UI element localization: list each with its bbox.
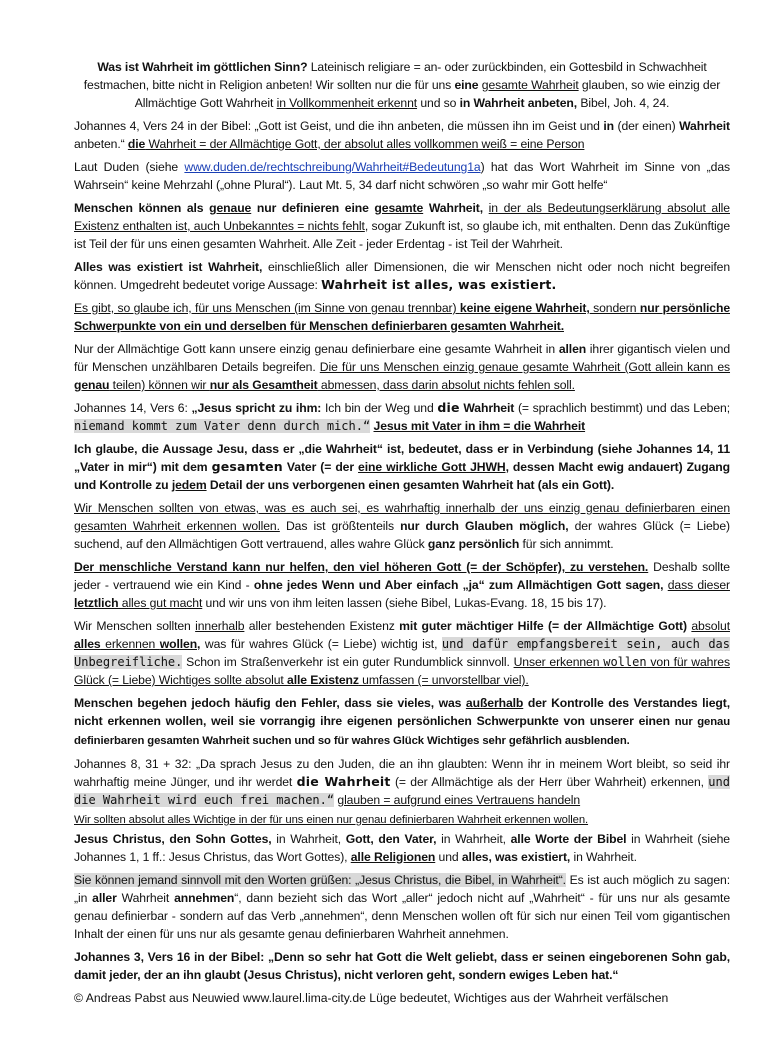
text-run: Wahrheit = der Allmächtige Gott, der absolut alles vollkommen weiß = eine Person bbox=[145, 137, 585, 151]
text-run: in der als Bedeutungserklärung absolut alle Existenz enthalten ist, auch Unbekanntes = nichts fehlt bbox=[74, 201, 730, 233]
paragraph bbox=[74, 810, 730, 829]
paragraph bbox=[74, 117, 730, 153]
paragraph bbox=[74, 755, 730, 809]
text-run: Laut Duden (siehe bbox=[74, 160, 185, 174]
text-run: alle Worte der Bibel bbox=[510, 832, 627, 846]
text-run: in Vollkommenheit erkennt bbox=[276, 96, 418, 110]
text-run: Wahrheit bbox=[679, 119, 730, 133]
document-body bbox=[74, 58, 730, 1007]
text-run: Alles was existiert ist Wahrheit, bbox=[74, 260, 263, 274]
text-run: (der einen) bbox=[613, 119, 680, 133]
text-run: nur genau definierbaren gesamten Wahrheit suchen und so für wahres Glück Wichtiges sehr gefährlich ausblenden. bbox=[74, 716, 730, 747]
text-run: alle Existenz bbox=[287, 673, 359, 687]
text-run: Es ist auch möglich zu sagen: „in bbox=[74, 873, 730, 905]
paragraph bbox=[74, 299, 730, 335]
paragraph bbox=[74, 399, 730, 435]
text-run: Johannes 3, Vers 16 in der Bibel: „Denn so sehr hat Gott die Welt geliebt, dass er seinen eingeborenen Sohn gab, damit jeder, der an ihn glaubt (Jesus Christus), nicht verloren geht, sondern ewiges Leben hat.“ bbox=[74, 950, 730, 982]
paragraph bbox=[74, 830, 730, 866]
paragraph bbox=[74, 58, 730, 112]
text-run: Vater (= der bbox=[282, 460, 359, 474]
text-run: erkennen bbox=[100, 637, 160, 651]
text-run: und bbox=[435, 850, 462, 864]
text-run: in bbox=[603, 119, 614, 133]
text-run: Sie können jemand sinnvoll mit den Worten grüßen: „Jesus Christus, die Bibel, in Wahrheit“. bbox=[74, 873, 566, 887]
paragraph bbox=[74, 440, 730, 494]
text-run: Schon im Straßenverkehr ist ein guter Rundumblick sinnvoll. bbox=[182, 655, 514, 669]
paragraph bbox=[74, 340, 730, 394]
text-run: die Wahrheit bbox=[296, 774, 391, 789]
text-run: außerhalb bbox=[465, 696, 524, 710]
text-run: Menschen können als bbox=[74, 201, 210, 215]
text-run: wollen bbox=[603, 655, 647, 669]
text-run: Es gibt, so glaube ich, für uns Menschen (im Sinne von genau trennbar) bbox=[74, 301, 460, 315]
text-run: umfassen (= unvorstellbar viel). bbox=[358, 673, 529, 687]
text-run: einschließlich aller Dimensionen, die wir Menschen nicht oder noch nicht begreifen können. Umgedreht bedeutet vorige Aussage: bbox=[74, 260, 731, 292]
text-run: ganz persönlich bbox=[427, 537, 520, 551]
text-run: Der menschliche Verstand kann nur helfen, den viel höheren Gott (= der Schöpfer), zu verstehen. bbox=[74, 560, 649, 574]
text-run: anbeten.“ bbox=[74, 137, 128, 151]
text-run: Wahrheit bbox=[116, 891, 175, 905]
text-run: Bibel, Joh. 4, 24. bbox=[577, 96, 670, 110]
paragraph bbox=[74, 558, 730, 612]
text-run: glauben = aufgrund eines Vertrauens handeln bbox=[337, 793, 581, 807]
text-run: innerhalb bbox=[195, 619, 245, 633]
text-run: Johannes 4, Vers 24 in der Bibel: „Gott ist Geist, und die ihn anbeten, die müssen ihn im Geist und bbox=[74, 119, 604, 133]
text-run: teilen) können wir bbox=[109, 378, 210, 392]
text-run: von für wahres Glück (= Liebe) Wichtiges sollte absolut bbox=[74, 655, 730, 687]
text-run: Wahrheit bbox=[459, 401, 515, 415]
paragraph bbox=[74, 199, 730, 253]
text-run: genaue bbox=[209, 201, 252, 215]
text-run: Detail der uns verborgenen einen gesamten Wahrheit hat (als ein Gott). bbox=[206, 478, 615, 492]
text-run: Johannes 14, Vers 6: bbox=[74, 401, 192, 415]
text-run: aller bbox=[92, 891, 117, 905]
text-run: Das ist größtenteils bbox=[279, 519, 401, 533]
text-run: Menschen begehen jedoch häufig den Fehler, dass sie vieles, was bbox=[74, 696, 466, 710]
text-run: (= sprachlich bestimmt) und das Leben; bbox=[514, 401, 730, 415]
text-run: und die Wahrheit wird euch frei machen.“ bbox=[74, 775, 730, 807]
text-run: alle Religionen bbox=[350, 850, 436, 864]
text-run: Wir Menschen sollten bbox=[74, 619, 196, 633]
text-run: aller bestehenden Existenz bbox=[244, 619, 400, 633]
text-run: in Wahrheit. bbox=[570, 850, 637, 864]
text-run: eine wirkliche Gott JHWH, bbox=[358, 460, 509, 474]
footer-line: © Andreas Pabst aus Neuwied www.laurel.lima-city.de Lüge bedeutet, Wichtiges aus der Wahrheit verfälschen bbox=[74, 991, 669, 1005]
text-run: und so bbox=[417, 96, 460, 110]
paragraph bbox=[74, 948, 730, 984]
text-run: der Kontrolle des Verstandes liegt, nicht erkennen wollen, weil sie vorrangig ihre eigenen persönlichen Schwerpunkte von unserer einen bbox=[74, 696, 730, 728]
text-run: alles, was existiert, bbox=[461, 850, 571, 864]
text-run: die bbox=[437, 400, 460, 415]
paragraph bbox=[74, 258, 730, 294]
text-run: und wir uns von ihm leiten lassen (siehe Bibel, Lukas-Evang. 18, 15 bis 17). bbox=[202, 596, 607, 610]
text-run: ) hat das Wort Wahrheit im Sinne von „das Wahrsein“ keine Mehrzahl („ohne Plural“). Laut Mt. 5, 34 darf nicht schwören „so wahr mir Gott helfe“ bbox=[74, 160, 730, 192]
text-run: , sogar Zukunft ist, so glaube ich, mit enthalten. Denn das Zukünftige ist Teil der für uns einen gesamten Wahrheit. Alle Zeit - jeder Erdentag - ist Teil der Wahrheit. bbox=[74, 219, 731, 251]
text-run: keine eigene Wahrheit, bbox=[459, 301, 590, 315]
text-run: in Wahrheit (siehe Johannes 1, 1 ff.: Jesus Christus, das Wort Gottes), bbox=[74, 832, 730, 864]
text-run: niemand kommt zum Vater denn durch mich.“ bbox=[74, 419, 371, 433]
text-run: Wahrheit ist alles, was existiert. bbox=[321, 277, 557, 292]
text-run: dass dieser bbox=[667, 578, 730, 592]
paragraph bbox=[74, 499, 730, 553]
text-run: und dafür empfangsbereit sein, auch das Unbegreifliche. bbox=[74, 637, 730, 669]
text-run: „Jesus spricht zu ihm: bbox=[191, 401, 322, 415]
text-run: ohne jedes Wenn und Aber einfach „ja“ zum Allmächtigen Gott sagen, bbox=[253, 578, 664, 592]
text-run: ihrer gigantisch vielen und für Menschen unzählbaren Details begreifen. bbox=[74, 342, 730, 374]
paragraph bbox=[74, 694, 730, 750]
text-run: letztlich bbox=[74, 596, 119, 610]
text-run: Wahrheit, bbox=[423, 201, 484, 215]
text-run: jedem bbox=[171, 478, 207, 492]
text-run: Jesus mit Vater in ihm = die Wahrheit bbox=[373, 419, 586, 433]
text-run: gesamte Wahrheit bbox=[481, 78, 579, 92]
text-run: Ich bin der Weg und bbox=[321, 401, 438, 415]
text-run: Wir Menschen sollten von etwas, was es auch sei, es wahrhaftig innerhalb der uns einzig genau definierbaren einen gesamten Wahrheit erkennen wollen. bbox=[74, 501, 730, 533]
text-run: sondern bbox=[589, 301, 640, 315]
text-run: glauben, so wie einzig der Allmächtige Gott Wahrheit bbox=[134, 78, 721, 110]
text-run: Deshalb sollte jeder - vertrauend wie ein Kind - bbox=[74, 560, 730, 592]
text-run: Ich glaube, die Aussage Jesu, dass er „die Wahrheit“ ist, bedeutet, dass er in Verbindung (siehe Johannes 14, 11 „Vater in mir“) mit dem bbox=[74, 442, 730, 474]
text-run: Lateinisch religiare = an- oder zurückbinden, ein Gottesbild in Schwachheit festmachen, bitte nicht in Religion anbeten! Wir sollten nur die für uns bbox=[83, 60, 707, 92]
duden-link[interactable]: www.duden.de/rechtschreibung/Wahrheit#Bedeutung1a bbox=[184, 160, 481, 174]
text-run: Wir sollten absolut alles Wichtige in der für uns einen nur genau definierbaren Wahrheit erkennen wollen. bbox=[74, 814, 589, 826]
text-run: alles gut macht bbox=[118, 596, 203, 610]
text-run: Die für uns Menschen einzig genaue gesamte Wahrheit (Gott allein kann es bbox=[319, 360, 731, 374]
text-run: annehmen bbox=[174, 891, 235, 905]
text-run: nur durch Glauben möglich, bbox=[400, 519, 569, 533]
text-run: für sich annimmt. bbox=[519, 537, 614, 551]
text-run: “, dann bezieht sich das Wort „aller“ jedoch nicht auf „Wahrheit“ - für uns nur als gesamte genau definierbar - sondern auf das Verb „annehmen“, denn Menschen wollen oft für sich nur einen Teil vom gigantischen Inhalt der einen für uns nur als gesamte genau definierbaren Wahrheit annehmen. bbox=[74, 891, 730, 941]
text-run: Unser erkennen bbox=[513, 655, 604, 669]
paragraph bbox=[74, 158, 730, 194]
paragraph-list bbox=[74, 58, 730, 984]
text-run: Gott, den Vater, bbox=[345, 832, 437, 846]
text-run: was für wahres Glück (= Liebe) wichtig ist, bbox=[200, 637, 442, 651]
text-run: alles bbox=[74, 637, 101, 651]
text-run: (= der Allmächtige als der Herr über Wahrheit) erkennen, bbox=[390, 775, 709, 789]
text-run: Jesus Christus, den Sohn Gottes, bbox=[74, 832, 272, 846]
text-run: nur persönliche Schwerpunkte von ein und derselben für Menschen definierbaren gesamten Wahrheit. bbox=[74, 301, 730, 333]
paragraph bbox=[74, 871, 730, 943]
text-run: nur definieren eine bbox=[251, 201, 375, 215]
text-run: mit guter mächtiger Hilfe (= der Allmächtige Gott) bbox=[399, 619, 687, 633]
text-run: genau bbox=[74, 378, 110, 392]
text-run: dessen Macht ewig andauert) Zugang und Kontrolle zu bbox=[74, 460, 730, 492]
text-run: absolut bbox=[691, 619, 730, 633]
text-run: die bbox=[127, 137, 146, 151]
text-run: Johannes 8, 31 + 32: „Da sprach Jesus zu den Juden, die an ihn glaubten: Wenn ihr in meinem Wort bleibt, so seid ihr wahrhaftig meine Jünger, und ihr werdet bbox=[74, 757, 730, 789]
text-run: wollen, bbox=[159, 637, 201, 651]
text-run: Was ist Wahrheit im göttlichen Sinn? bbox=[97, 60, 308, 74]
text-run: gesamte bbox=[374, 201, 424, 215]
text-run: in Wahrheit anbeten, bbox=[459, 96, 578, 110]
text-run: allen bbox=[558, 342, 587, 356]
text-run: nur als Gesamtheit bbox=[209, 378, 318, 392]
text-run: abmessen, dass darin absolut nichts fehlen soll. bbox=[317, 378, 575, 392]
text-run: in Wahrheit, bbox=[436, 832, 511, 846]
text-run: gesamten bbox=[211, 459, 283, 474]
text-run: eine bbox=[454, 78, 479, 92]
text-run: der wahres Glück (= Liebe) suchend, auf den Allmächtigen Gott vertrauend, alles wahre Glück bbox=[74, 519, 730, 551]
paragraph bbox=[74, 617, 730, 689]
text-run: in Wahrheit, bbox=[271, 832, 346, 846]
text-run: Nur der Allmächtige Gott kann unsere einzig genau definierbare eine gesamte Wahrheit in bbox=[74, 342, 559, 356]
